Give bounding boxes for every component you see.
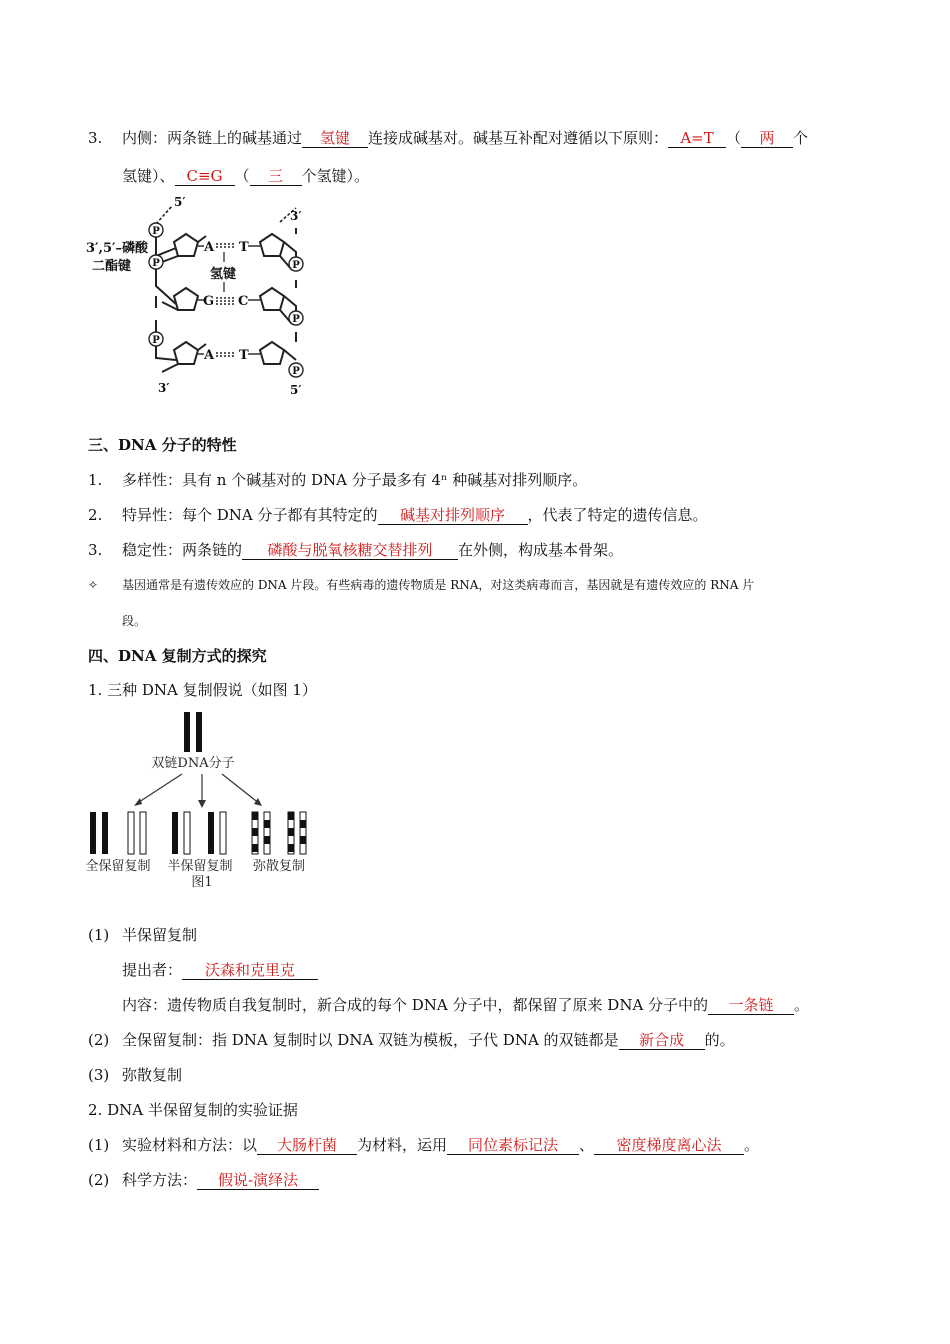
answer-hydrogen-bond: 氢键: [320, 129, 351, 147]
q1-line: [88, 1135, 759, 1155]
sec3-item-2: [88, 505, 708, 525]
fig-label-semiconservative: 半保留复制: [167, 859, 233, 874]
answer-blank: [250, 168, 302, 186]
answer-backbone: 磷酸与脱氧核糖交替排列: [267, 541, 433, 559]
text: （: [726, 129, 742, 147]
text: 个: [793, 129, 809, 147]
label-3prime-top: 3′: [290, 209, 302, 223]
answer-blank: [741, 130, 793, 148]
label-phosphodiester-2: 二酯键: [92, 259, 132, 274]
text: ，代表了特定的遗传信息。: [527, 506, 708, 524]
base-a-1: A: [204, 240, 215, 255]
answer-blank: [378, 507, 528, 525]
phosphate-icon: P: [292, 366, 300, 377]
phosphate-icon: P: [292, 260, 300, 271]
sec4-sub-1: 1. 三种 DNA 复制假说（如图 1）: [88, 681, 317, 699]
base-c: C: [238, 294, 249, 309]
base-a-2: A: [204, 348, 215, 363]
answer-blank: [197, 1172, 319, 1190]
sec4-sub-2: 2. DNA 半保留复制的实验证据: [88, 1101, 298, 1119]
answer-centrifugation: 密度梯度离心法: [616, 1136, 722, 1154]
sec3-item-3: [88, 540, 623, 560]
item-3-line-2: [122, 166, 369, 186]
base-t-1: T: [239, 240, 249, 255]
dna-structure-figure: [84, 196, 324, 400]
label-3prime-bottom: 3′: [158, 381, 170, 395]
text: 全保留复制：指 DNA 复制时以 DNA 双链为模板，子代 DNA 的双链都是: [122, 1031, 619, 1049]
text: 内容：遗传物质自我复制时，新合成的每个 DNA 分子中，都保留了原来 DNA 分子中的: [122, 996, 709, 1014]
answer-newly-synth: 新合成: [639, 1031, 685, 1049]
replication-hypotheses-figure: [84, 708, 314, 894]
fig-caption: 图1: [191, 875, 213, 890]
answer-one-strand: 一条链: [728, 996, 774, 1014]
note-icon: ✧: [88, 578, 99, 592]
phosphate-icon: P: [152, 335, 160, 346]
section-4-title: 四、DNA 复制方式的探究: [88, 647, 267, 665]
note-line-2: 段。: [122, 614, 147, 628]
p1-proposer: [122, 960, 318, 980]
text: 多样性：具有 n 个碱基对的 DNA 分子最多有 4ⁿ 种碱基对排列顺序。: [122, 471, 588, 489]
text: 特异性：每个 DNA 分子都有其特定的: [122, 506, 378, 524]
answer-blank: [668, 130, 726, 148]
text: 个氢键）。: [301, 167, 370, 185]
answer-three: 三: [268, 167, 284, 185]
text: 实验材料和方法：以: [122, 1136, 258, 1154]
item-number: (3): [88, 1066, 110, 1084]
text: 内侧：两条链上的碱基通过: [122, 129, 303, 147]
answer-proposer: 沃森和克里克: [205, 961, 296, 979]
item-number: 3.: [88, 541, 103, 559]
text: 弥散复制: [122, 1066, 183, 1084]
base-t-2: T: [239, 348, 249, 363]
answer-c-g: C≡G: [186, 167, 223, 185]
p1-content: [122, 995, 809, 1015]
answer-blank: [708, 997, 794, 1015]
fig-label-dispersive: 弥散复制: [252, 859, 306, 874]
item-3-line-1: [88, 128, 808, 148]
answer-a-t: A=T: [680, 129, 714, 147]
answer-two: 两: [759, 129, 775, 147]
label-5prime-top: 5′: [174, 196, 186, 209]
answer-blank: [257, 1137, 357, 1155]
label-5prime-bottom: 5′: [290, 383, 302, 397]
answer-blank: [302, 130, 368, 148]
answer-blank: [182, 962, 318, 980]
answer-blank: [594, 1137, 744, 1155]
text: 提出者：: [122, 961, 183, 979]
item-number: 1.: [88, 471, 103, 489]
text: （: [234, 167, 250, 185]
p3-line: [88, 1065, 182, 1085]
base-g: G: [203, 294, 215, 309]
text: 、: [579, 1136, 595, 1154]
fig-label-conservative: 全保留复制: [85, 859, 151, 874]
answer-base-order: 碱基对排列顺序: [400, 506, 506, 524]
text: 氢键）、: [122, 167, 175, 185]
text: 。: [794, 996, 810, 1014]
answer-blank: [175, 168, 235, 186]
text: 科学方法：: [122, 1171, 198, 1189]
p1-title: [88, 925, 197, 945]
text: 为材料，运用: [357, 1136, 448, 1154]
label-phosphodiester-1: 3′,5′–磷酸: [86, 241, 148, 256]
answer-blank: [447, 1137, 579, 1155]
q2-line: [88, 1170, 319, 1190]
answer-blank: [242, 542, 458, 560]
text: 半保留复制: [122, 926, 198, 944]
sec3-item-1: [88, 470, 587, 490]
p2-line: [88, 1030, 735, 1050]
item-number: 3.: [88, 129, 103, 147]
answer-isotope: 同位素标记法: [468, 1136, 559, 1154]
text: 在外侧，构成基本骨架。: [458, 541, 624, 559]
phosphate-icon: P: [292, 314, 300, 325]
text: 连接成碱基对。碱基互补配对遵循以下原则：: [368, 129, 669, 147]
item-number: (1): [88, 1136, 110, 1154]
text: 稳定性：两条链的: [122, 541, 243, 559]
item-number: (2): [88, 1171, 110, 1189]
text: 。: [744, 1136, 760, 1154]
item-number: (1): [88, 926, 110, 944]
text: 基因通常是有遗传效应的 DNA 片段。有些病毒的遗传物质是 RNA，对这类病毒而言，基因就是有遗传效应的 RNA 片: [122, 578, 755, 592]
phosphate-icon: P: [152, 226, 160, 237]
answer-ecoli: 大肠杆菌: [277, 1136, 338, 1154]
note-line-1: [88, 575, 754, 595]
label-hydrogen-bond: 氢键: [210, 267, 237, 282]
section-3-title: 三、DNA 分子的特性: [88, 436, 237, 454]
answer-blank: [619, 1032, 705, 1050]
phosphate-icon: P: [152, 258, 160, 269]
fig-top-label: 双链DNA分子: [151, 756, 235, 771]
item-number: 2.: [88, 506, 103, 524]
text: 的。: [704, 1031, 735, 1049]
item-number: (2): [88, 1031, 110, 1049]
answer-hypothetico-deductive: 假说-演绎法: [217, 1171, 299, 1189]
